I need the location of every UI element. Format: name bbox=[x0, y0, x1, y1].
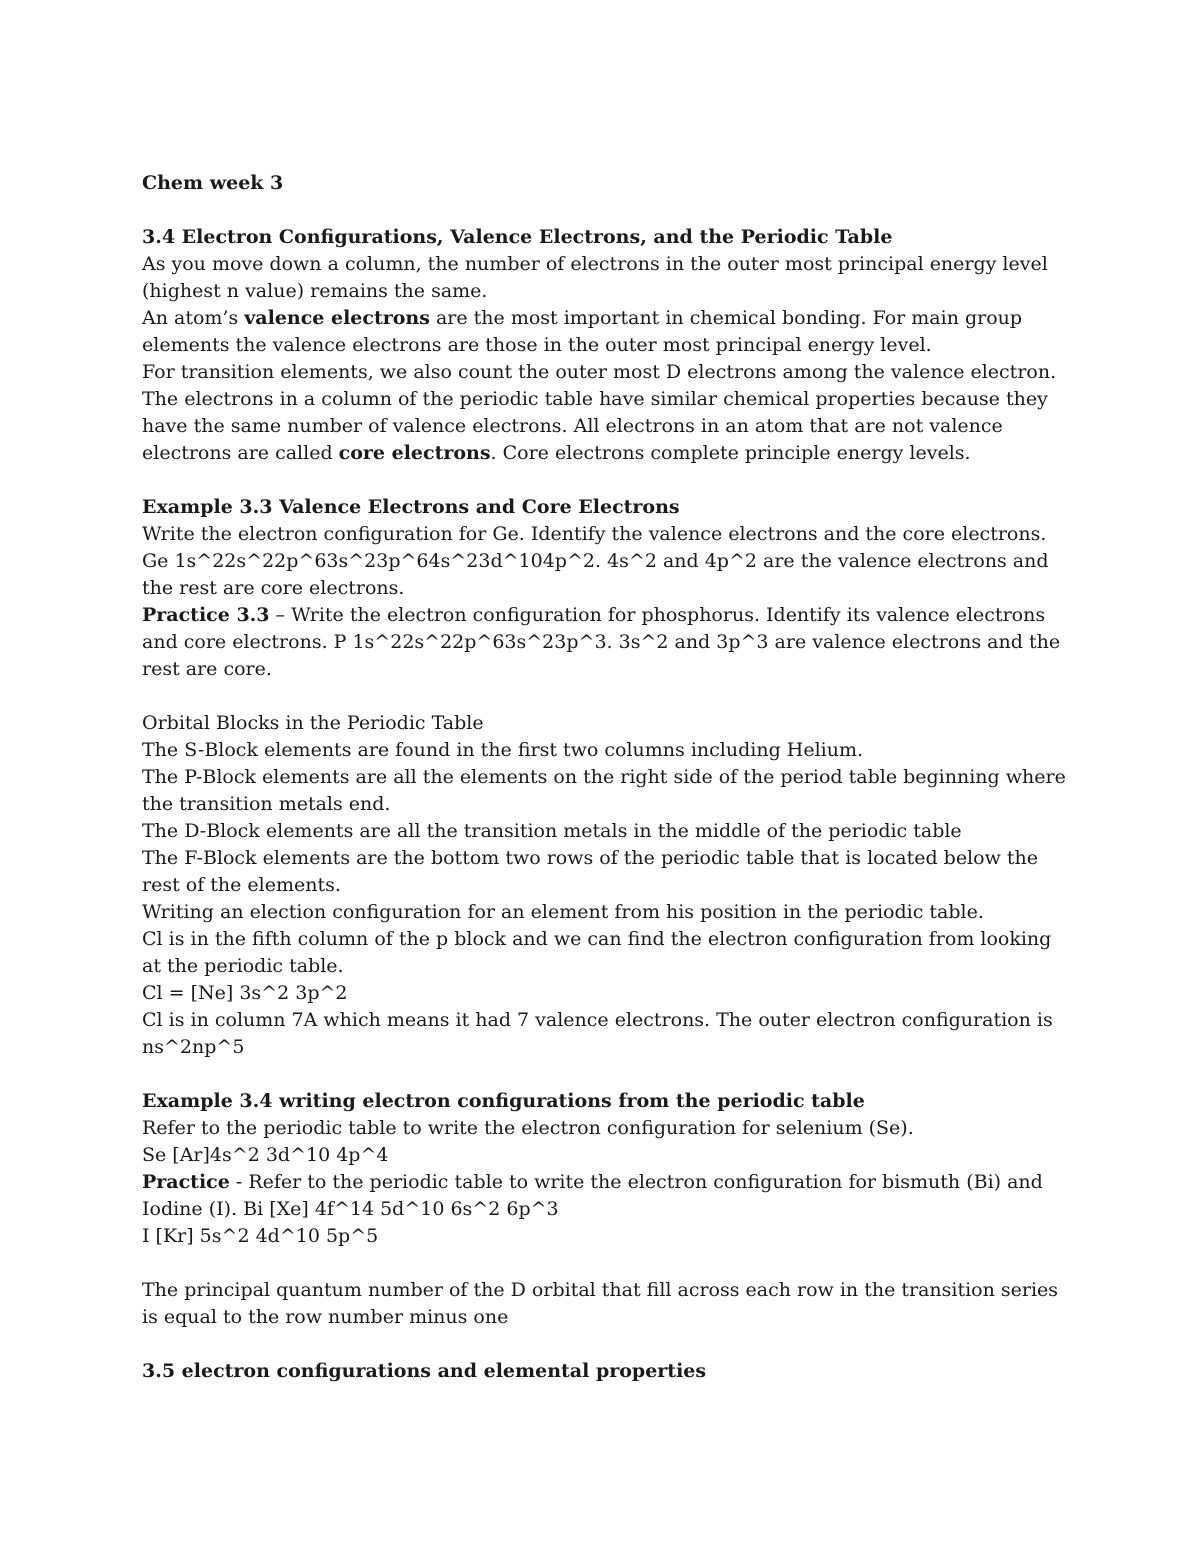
practice-label: Practice 3.3 bbox=[142, 604, 270, 626]
paragraph: Cl is in the fifth column of the p block and we can find the electron configuration from looking at the periodic table. bbox=[142, 928, 1052, 977]
orbital-blocks-title: Orbital Blocks in the Periodic Table bbox=[142, 712, 484, 734]
spacer bbox=[142, 683, 1067, 710]
spacer bbox=[142, 1331, 1067, 1358]
paragraph: Writing an election configuration for an element from his position in the periodic table. bbox=[142, 901, 984, 923]
paragraph: Refer to the periodic table to write the electron configuration for selenium (Se). bbox=[142, 1117, 914, 1139]
paragraph: Se [Ar]4s^2 3d^10 4p^4 bbox=[142, 1144, 389, 1166]
section-3-4-heading: 3.4 Electron Configurations, Valence Electrons, and the Periodic Table bbox=[142, 226, 893, 248]
text-run: . Core electrons complete principle energy levels. bbox=[490, 442, 971, 464]
paragraph: Ge 1s^22s^22p^63s^23p^64s^23d^104p^2. 4s^2 and 4p^2 are the valence electrons and the rest are core electrons. bbox=[142, 550, 1049, 599]
text-run: An atom’s bbox=[142, 307, 245, 329]
document-body bbox=[142, 170, 1067, 1385]
term-core-electrons: core electrons bbox=[338, 442, 491, 464]
text-run: - Refer to the periodic table to write the electron configuration for bismuth (Bi) and Iodine (I). Bi [Xe] 4f^14 5d^10 6s^2 6p^3 bbox=[142, 1171, 1043, 1220]
paragraph: I [Kr] 5s^2 4d^10 5p^5 bbox=[142, 1225, 379, 1247]
paragraph bbox=[142, 386, 1067, 467]
example-3-3-heading: Example 3.3 Valence Electrons and Core Electrons bbox=[142, 496, 680, 518]
paragraph: As you move down a column, the number of electrons in the outer most principal energy level (highest n value) remains the same. bbox=[142, 253, 1048, 302]
term-valence-electrons: valence electrons bbox=[244, 307, 430, 329]
paragraph: Cl is in column 7A which means it had 7 valence electrons. The outer electron configuration is ns^2np^5 bbox=[142, 1009, 1053, 1058]
spacer bbox=[142, 1250, 1067, 1277]
paragraph bbox=[142, 305, 1067, 359]
paragraph: The F-Block elements are the bottom two rows of the periodic table that is located below the rest of the elements. bbox=[142, 847, 1038, 896]
document-title: Chem week 3 bbox=[142, 172, 284, 194]
text-run: The electrons in a column of the periodic table have similar chemical properties because they have the same number of valence electrons. All electrons in an atom that are not valence electrons are called bbox=[142, 388, 1048, 464]
paragraph: The S-Block elements are found in the first two columns including Helium. bbox=[142, 739, 864, 761]
paragraph: The P-Block elements are all the elements on the right side of the period table beginning where the transition metals end. bbox=[142, 766, 1066, 815]
section-3-5-heading: 3.5 electron configurations and elemental properties bbox=[142, 1360, 707, 1382]
paragraph: Write the electron configuration for Ge. Identify the valence electrons and the core electrons. bbox=[142, 523, 1047, 545]
spacer bbox=[142, 467, 1067, 494]
practice-3-4 bbox=[142, 1169, 1067, 1223]
paragraph: The principal quantum number of the D orbital that fill across each row in the transition series is equal to the row number minus one bbox=[142, 1279, 1059, 1328]
paragraph: The D-Block elements are all the transition metals in the middle of the periodic table bbox=[142, 820, 962, 842]
spacer bbox=[142, 197, 1067, 224]
paragraph: For transition elements, we also count the outer most D electrons among the valence electron. bbox=[142, 361, 1057, 383]
example-3-4-heading: Example 3.4 writing electron configurations from the periodic table bbox=[142, 1090, 865, 1112]
text-run: – Write the electron configuration for phosphorus. Identify its valence electrons and core electrons. P 1s^22s^22p^63s^23p^3. 3s^2 and 3p^3 are valence electrons and the rest are core. bbox=[142, 604, 1061, 680]
spacer bbox=[142, 1061, 1067, 1088]
practice-3-3 bbox=[142, 602, 1067, 683]
practice-label: Practice bbox=[142, 1171, 230, 1193]
text-run: are the most important in chemical bonding. For main group elements the valence electrons are those in the outer most principal energy level. bbox=[142, 307, 1023, 356]
paragraph: Cl = [Ne] 3s^2 3p^2 bbox=[142, 982, 348, 1004]
